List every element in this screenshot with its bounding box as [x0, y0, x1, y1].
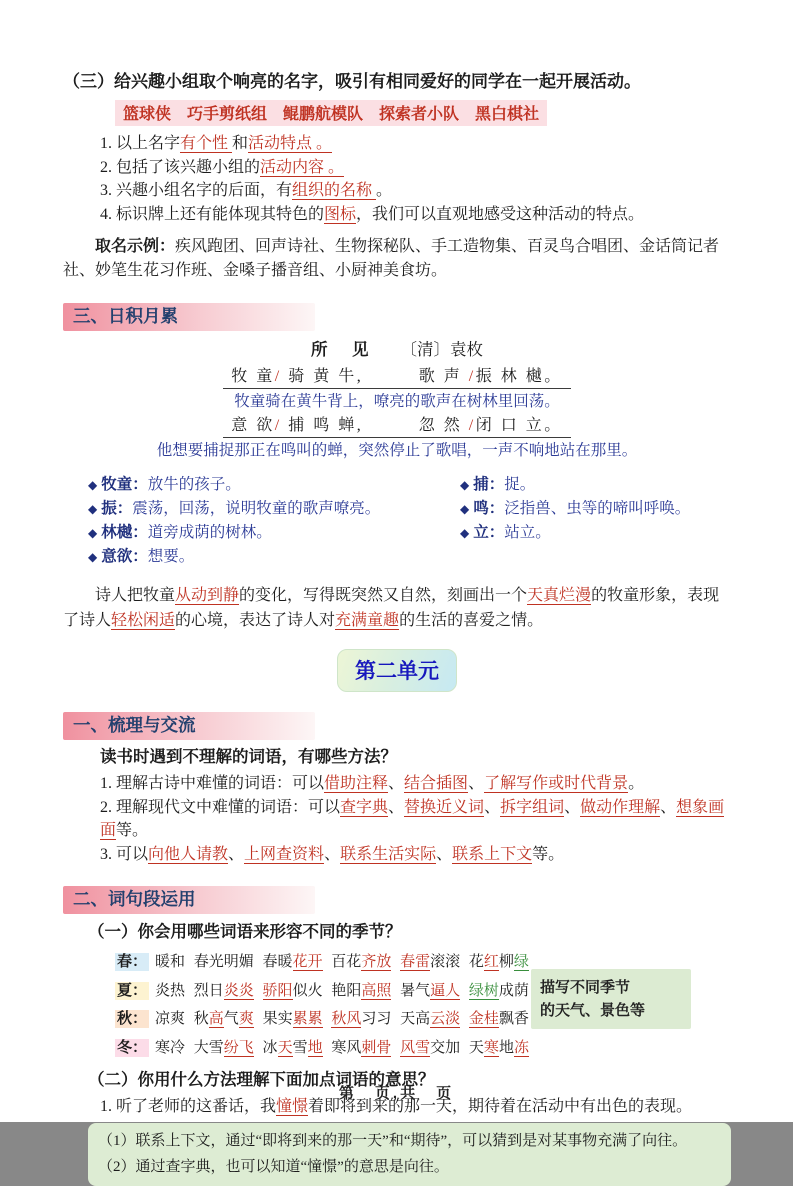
text-segment: 炎炎	[223, 982, 254, 999]
diamond-bullet-icon: ◆	[88, 478, 98, 492]
text-segment: 拆字组词	[500, 798, 565, 816]
text-segment: 振 林 樾。	[475, 368, 563, 385]
text-segment: 花开	[292, 954, 323, 970]
text-segment: 交加 天	[430, 1039, 484, 1056]
section-header-daily-accumulation: 三、日积月累	[63, 303, 315, 331]
vocab-term: 鸣：	[473, 500, 505, 517]
answer-box	[88, 1123, 731, 1186]
text-segment: ，我们可以直观地感受这种活动的特点。	[356, 205, 645, 223]
text-segment: 联系生活实际	[340, 845, 437, 863]
diamond-bullet-icon: ◆	[88, 502, 98, 516]
diamond-bullet-icon: ◆	[88, 550, 98, 564]
text-segment: 替换近义词	[404, 798, 485, 816]
text-segment: 成荫	[498, 982, 529, 999]
text-segment: 意 欲	[231, 417, 275, 434]
text-segment: 柳	[498, 954, 514, 970]
diamond-bullet-icon: ◆	[460, 502, 470, 516]
season-label-summer: 夏：	[117, 982, 148, 999]
vocab-def: 捉。	[504, 476, 536, 493]
text-segment: 疾风跑团、回声诗社、生物探秘队、手工造物集、百灵鸟合唱团、金话筒记者社、妙笔生花习作班、金嗓子播音组、小厨神美食坊。	[63, 238, 720, 279]
section-review-exchange	[63, 712, 731, 866]
vocabulary-note	[88, 545, 460, 569]
poem-title: 所 见	[311, 340, 373, 359]
text-segment: 。	[376, 182, 393, 199]
text-segment: 和	[232, 135, 249, 152]
poem-analysis-paragraph	[63, 583, 731, 633]
text-segment: 向他人请教	[148, 845, 229, 863]
poem-line	[223, 366, 570, 389]
text-segment: /	[468, 368, 476, 385]
text-segment: 齐放	[361, 954, 392, 970]
text-segment: 取名示例：	[95, 238, 176, 255]
text-segment: 、	[436, 845, 453, 863]
list-item	[100, 179, 731, 203]
text-segment: 金桂	[468, 1011, 499, 1027]
text-segment: 冰	[253, 1039, 278, 1056]
text-segment: 红	[483, 954, 499, 970]
usage-question-2: （二）你用什么方法理解下面加点词语的意思？	[88, 1071, 435, 1089]
text-segment	[460, 1011, 469, 1027]
text-segment: 习习 天高	[361, 1011, 431, 1027]
text-segment	[363, 368, 419, 385]
text-segment: 的变化，写得既突然又自然，刻画出一个	[239, 587, 528, 604]
text-segment: 骑 黄 牛,	[281, 368, 364, 385]
vocab-term: 牧童：	[101, 476, 148, 493]
text-segment: 、	[660, 798, 677, 816]
text-segment: 滚滚 花	[430, 954, 484, 970]
text-segment: 暖和 春光明媚 春暖	[155, 954, 293, 970]
section-header-word-sentence-usage: 二、词句段运用	[63, 886, 315, 914]
text-segment: 爽	[238, 1011, 254, 1027]
text-segment: 、	[564, 798, 581, 816]
text-segment: 云淡	[430, 1011, 461, 1027]
section-word-sentence-usage	[63, 886, 731, 1186]
list-item	[100, 796, 731, 843]
text-segment: 、	[484, 798, 501, 816]
usage-question-1: （一）你会用哪些词语来形容不同的季节？	[88, 923, 402, 941]
text-segment: 有个性	[180, 135, 233, 152]
text-segment: 活动特点 。	[248, 135, 333, 152]
text-segment	[363, 417, 419, 434]
text-segment: 风雪	[400, 1039, 431, 1056]
vocab-def: 想要。	[147, 548, 195, 565]
text-segment: 雪	[292, 1039, 308, 1056]
seasons-note-line: 的天气、景色等	[540, 1002, 646, 1019]
seasons-note-box	[531, 969, 691, 1029]
text-segment: 纷飞	[223, 1039, 254, 1056]
text-segment: /	[274, 417, 282, 434]
text-segment: 寒冷 大雪	[155, 1039, 224, 1056]
text-segment: 气	[223, 1011, 239, 1027]
text-segment: 的牧童形象，表现了诗人	[63, 587, 720, 629]
unit2-badge: 第二单元	[337, 649, 457, 692]
text-segment: 地	[498, 1039, 514, 1056]
text-segment	[460, 983, 469, 999]
text-segment: 等。	[116, 822, 149, 839]
text-segment: 暑气	[391, 982, 431, 999]
text-segment: 、	[324, 845, 341, 863]
text-segment: 刺骨	[361, 1039, 392, 1056]
vocab-term: 捕：	[473, 476, 505, 493]
section-naming	[63, 70, 731, 283]
list-item	[100, 156, 731, 180]
page-footer: 第 页,共 页	[338, 1085, 455, 1102]
list-item	[100, 132, 731, 156]
group-names-highlight: 篮球侠 巧手剪纸组 鲲鹏航模队 探索者小队 黑白棋社	[115, 100, 547, 126]
text-segment: 上网查资料	[244, 845, 325, 863]
poem-block	[63, 339, 731, 461]
vocabulary-notes	[88, 473, 731, 569]
text-segment	[254, 983, 263, 999]
text-segment: 捕 鸣 蝉,	[281, 417, 364, 434]
seasons-note-line: 描写不同季节	[540, 979, 631, 996]
text-segment: 果实	[253, 1011, 293, 1027]
review-question: 读书时遇到不理解的词语，有哪些方法？	[100, 748, 397, 766]
diamond-bullet-icon: ◆	[460, 526, 470, 540]
list-item	[100, 843, 731, 867]
vocab-term: 林樾：	[101, 524, 148, 541]
vocabulary-column-right	[460, 473, 731, 569]
vocab-term: 振：	[101, 500, 133, 517]
text-segment: 查字典	[340, 798, 389, 816]
season-words	[155, 1040, 529, 1057]
text-segment: 高照	[361, 982, 392, 999]
naming-examples-paragraph	[63, 235, 731, 283]
diamond-bullet-icon: ◆	[88, 526, 98, 540]
text-segment: 2. 理解现代文中难懂的词语：可以	[100, 798, 341, 816]
text-segment: 做动作理解	[580, 798, 661, 816]
text-segment: 组织的名称	[292, 182, 377, 199]
season-label-winter: 冬：	[117, 1039, 148, 1056]
poem-translation: 牧童骑在黄牛背上，嘹亮的歌声在树林里回荡。	[234, 393, 560, 410]
season-label-spring: 春：	[117, 954, 148, 970]
text-segment: 逼人	[430, 982, 461, 999]
text-segment: 3. 可以	[100, 845, 149, 863]
text-segment: 1. 以上名字	[100, 135, 181, 152]
vocabulary-column-left	[88, 473, 460, 569]
text-segment: 飘香	[498, 1011, 529, 1027]
text-segment: 的心境，表达了诗人对	[175, 612, 336, 629]
text-segment	[391, 954, 400, 970]
text-segment: 累累	[292, 1011, 323, 1027]
text-segment: 轻松闲适	[111, 612, 176, 629]
section-naming-heading: （三）给兴趣小组取个响亮的名字，吸引有相同爱好的同学在一起开展活动。	[63, 72, 641, 91]
text-segment: 地	[307, 1039, 323, 1056]
unit2-badge-row	[63, 649, 731, 692]
text-segment: 1. 理解古诗中难懂的词语：可以	[100, 775, 325, 792]
vocabulary-note	[460, 521, 731, 545]
season-label-autumn: 秋：	[117, 1011, 148, 1027]
vocabulary-note	[460, 473, 731, 497]
text-segment: 闭 口 立。	[475, 417, 563, 434]
text-segment: 等。	[532, 845, 565, 863]
text-segment	[391, 1040, 400, 1056]
text-segment: 联系上下文	[452, 845, 533, 863]
text-segment: 、	[228, 845, 245, 863]
answer-line: （2）通过查字典，也可以知道“憧憬”的意思是向往。	[98, 1159, 449, 1175]
text-segment: 从动到静	[175, 587, 240, 604]
text-segment: 寒	[483, 1039, 499, 1056]
text-segment: 、	[468, 775, 485, 792]
text-segment: 充满童趣	[335, 612, 400, 629]
text-segment: 。	[628, 775, 645, 792]
vocab-term: 立：	[473, 524, 505, 541]
vocabulary-note	[88, 497, 460, 521]
text-segment: 1. 听了老师的这番话，我	[100, 1098, 277, 1115]
text-segment: 借助注释	[324, 775, 389, 792]
text-segment: 的生活的喜爱之情。	[399, 612, 544, 629]
section-header-review-exchange: 一、梳理与交流	[63, 712, 315, 740]
text-segment: 天真烂漫	[527, 587, 592, 604]
text-segment: 、	[388, 798, 405, 816]
text-segment: 2. 包括了该兴趣小组的	[100, 158, 261, 176]
text-segment: 歌 声	[418, 368, 469, 385]
vocab-term: 意欲：	[101, 548, 148, 565]
text-segment: 活动内容 。	[260, 158, 345, 176]
text-segment: 高	[208, 1011, 224, 1027]
text-segment: 炎热 烈日	[155, 982, 224, 999]
text-segment: 天	[277, 1039, 293, 1056]
season-words	[155, 983, 529, 1000]
text-segment: 、	[388, 775, 405, 792]
text-segment: 诗人把牧童	[95, 587, 176, 604]
season-words	[155, 954, 529, 971]
poem-translation: 他想要捕捉那正在鸣叫的蝉，突然停止了歌唱，一声不响地站在那里。	[156, 442, 638, 459]
seasons-word-list	[63, 948, 731, 1062]
text-segment: 结合插图	[404, 775, 469, 792]
vocab-def: 站立。	[504, 524, 551, 541]
text-segment: 3. 兴趣小组名字的后面，有	[100, 182, 293, 199]
text-segment: 冻	[513, 1039, 529, 1056]
text-segment: 了解写作或时代背景	[484, 775, 629, 792]
text-segment: 憧憬	[276, 1098, 309, 1115]
section-daily-accumulation	[63, 303, 731, 633]
vocabulary-note	[460, 497, 731, 521]
poem-title-line	[63, 339, 731, 361]
vocabulary-note	[88, 473, 460, 497]
text-segment: 春雷	[400, 954, 431, 970]
text-segment: 着即将到来的那一天，期待着在活动中有出色的表现。	[308, 1098, 693, 1115]
text-segment: /	[274, 368, 282, 385]
answer-line: （1）联系上下文，通过“即将到来的那一天”和“期待”，可以猜到是对某事物充满了向往。	[98, 1133, 688, 1149]
poem-author: 〔清〕袁枚	[400, 340, 483, 359]
text-segment: 图标	[324, 205, 357, 223]
text-segment: 想象画面	[100, 798, 725, 839]
text-segment: 寒风	[322, 1039, 362, 1056]
vocabulary-note	[88, 521, 460, 545]
text-segment: 似火 艳阳	[292, 982, 362, 999]
text-segment: 凉爽 秋	[155, 1011, 209, 1027]
vocab-def: 放牛的孩子。	[147, 476, 241, 493]
text-segment: 忽 然	[418, 417, 469, 434]
text-segment: 秋风	[331, 1011, 362, 1027]
text-segment: 骄阳	[262, 982, 293, 999]
text-segment: /	[468, 417, 476, 434]
list-item	[100, 772, 731, 796]
season-row-winter	[115, 1034, 731, 1063]
text-segment: 牧 童	[231, 368, 275, 385]
list-item	[100, 203, 731, 227]
season-words	[155, 1011, 529, 1028]
text-segment: 绿树	[468, 982, 499, 999]
vocab-def: 泛指兽、虫等的啼叫呼唤。	[504, 500, 691, 517]
diamond-bullet-icon: ◆	[460, 478, 470, 492]
poem-line	[223, 415, 570, 438]
text-segment: 4. 标识牌上还有能体现其特色的	[100, 205, 325, 223]
vocab-def: 震荡，回荡，说明牧童的歌声嘹亮。	[132, 500, 381, 517]
text-segment: 百花	[322, 954, 362, 970]
vocab-def: 道旁成荫的树林。	[147, 524, 272, 541]
text-segment: 绿	[513, 954, 529, 970]
